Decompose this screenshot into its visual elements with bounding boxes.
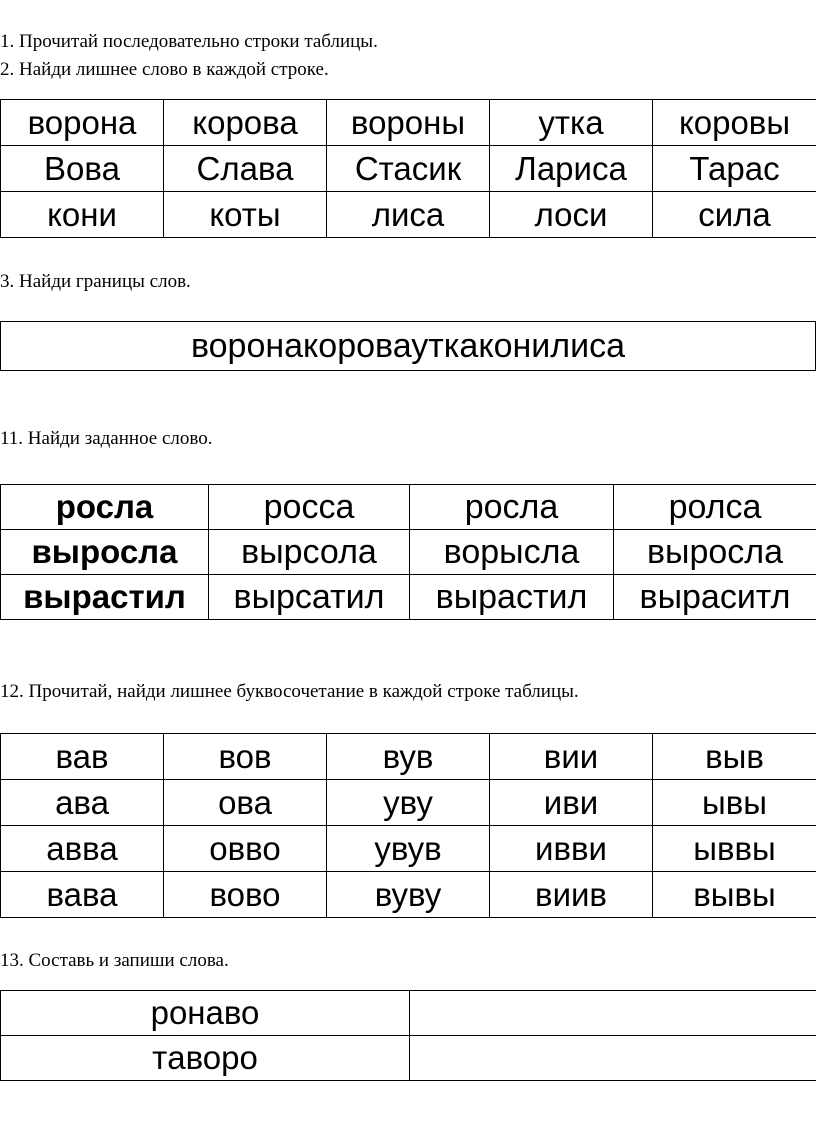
- table-cell: увув: [327, 826, 490, 872]
- table-row: [1, 100, 816, 146]
- table-cell: ыввы: [653, 826, 816, 872]
- table-row: [1, 1036, 816, 1081]
- odd-word-table: [0, 99, 816, 238]
- table-cell: Слава: [164, 146, 327, 192]
- table-cell: уву: [327, 780, 490, 826]
- table-cell: выраситл: [614, 575, 816, 620]
- table-cell: ролса: [614, 485, 816, 530]
- table-cell: вава: [1, 872, 164, 918]
- task-12-instruction: 12. Прочитай, найди лишнее буквосочетание в каждой строке таблицы.: [0, 681, 579, 702]
- word-boundaries-table: [0, 321, 816, 371]
- table-cell: вывы: [653, 872, 816, 918]
- table-cell: ывы: [653, 780, 816, 826]
- table-cell: ворысла: [410, 530, 614, 575]
- table-cell: вув: [327, 734, 490, 780]
- compose-words-table: [0, 990, 816, 1081]
- scrambled-word-cell: ронаво: [1, 991, 410, 1036]
- table-cell: Вова: [1, 146, 164, 192]
- table-cell: лоси: [490, 192, 653, 238]
- answer-cell[interactable]: [410, 991, 816, 1036]
- table-cell: Стасик: [327, 146, 490, 192]
- table-row: [1, 734, 816, 780]
- table-row: [1, 826, 816, 872]
- task-1-instruction: 1. Прочитай последовательно строки таблицы.: [0, 31, 378, 52]
- target-word-cell: росла: [1, 485, 209, 530]
- table-row: [1, 322, 816, 371]
- table-cell: кони: [1, 192, 164, 238]
- table-cell: ава: [1, 780, 164, 826]
- table-row: [1, 575, 816, 620]
- table-cell: Тарас: [653, 146, 816, 192]
- table-cell: выв: [653, 734, 816, 780]
- table-cell: вово: [164, 872, 327, 918]
- table-cell: вырастил: [410, 575, 614, 620]
- table-cell: корова: [164, 100, 327, 146]
- table-row: [1, 530, 816, 575]
- table-cell: коты: [164, 192, 327, 238]
- table-cell: росса: [209, 485, 410, 530]
- table-row: [1, 991, 816, 1036]
- task-13-instruction: 13. Составь и запиши слова.: [0, 950, 229, 971]
- table-cell: выросла: [614, 530, 816, 575]
- table-cell: ивви: [490, 826, 653, 872]
- scrambled-word-cell: тaворо: [1, 1036, 410, 1081]
- table-cell: вав: [1, 734, 164, 780]
- table-cell: росла: [410, 485, 614, 530]
- table-row: [1, 192, 816, 238]
- task-3-instruction: 3. Найди границы слов.: [0, 271, 191, 292]
- table-row: [1, 780, 816, 826]
- table-cell: ворона: [1, 100, 164, 146]
- task-11-instruction: 11. Найди заданное слово.: [0, 428, 213, 449]
- table-cell: вов: [164, 734, 327, 780]
- table-cell: ова: [164, 780, 327, 826]
- task-2-instruction: 2. Найди лишнее слово в каждой строке.: [0, 59, 329, 80]
- table-row: [1, 146, 816, 192]
- table-cell: воронакоровауткаконилиса: [1, 322, 816, 371]
- answer-cell[interactable]: [410, 1036, 816, 1081]
- table-cell: виив: [490, 872, 653, 918]
- table-cell: вуву: [327, 872, 490, 918]
- letter-combination-table: [0, 733, 816, 918]
- target-word-cell: выросла: [1, 530, 209, 575]
- table-cell: коровы: [653, 100, 816, 146]
- table-row: [1, 872, 816, 918]
- table-cell: авва: [1, 826, 164, 872]
- table-cell: сила: [653, 192, 816, 238]
- table-cell: иви: [490, 780, 653, 826]
- target-word-cell: вырастил: [1, 575, 209, 620]
- find-word-table: [0, 484, 816, 620]
- table-cell: вии: [490, 734, 653, 780]
- table-cell: вороны: [327, 100, 490, 146]
- table-cell: вырсола: [209, 530, 410, 575]
- table-cell: овво: [164, 826, 327, 872]
- table-cell: утка: [490, 100, 653, 146]
- table-cell: вырсатил: [209, 575, 410, 620]
- table-cell: лиса: [327, 192, 490, 238]
- table-row: [1, 485, 816, 530]
- table-cell: Лариса: [490, 146, 653, 192]
